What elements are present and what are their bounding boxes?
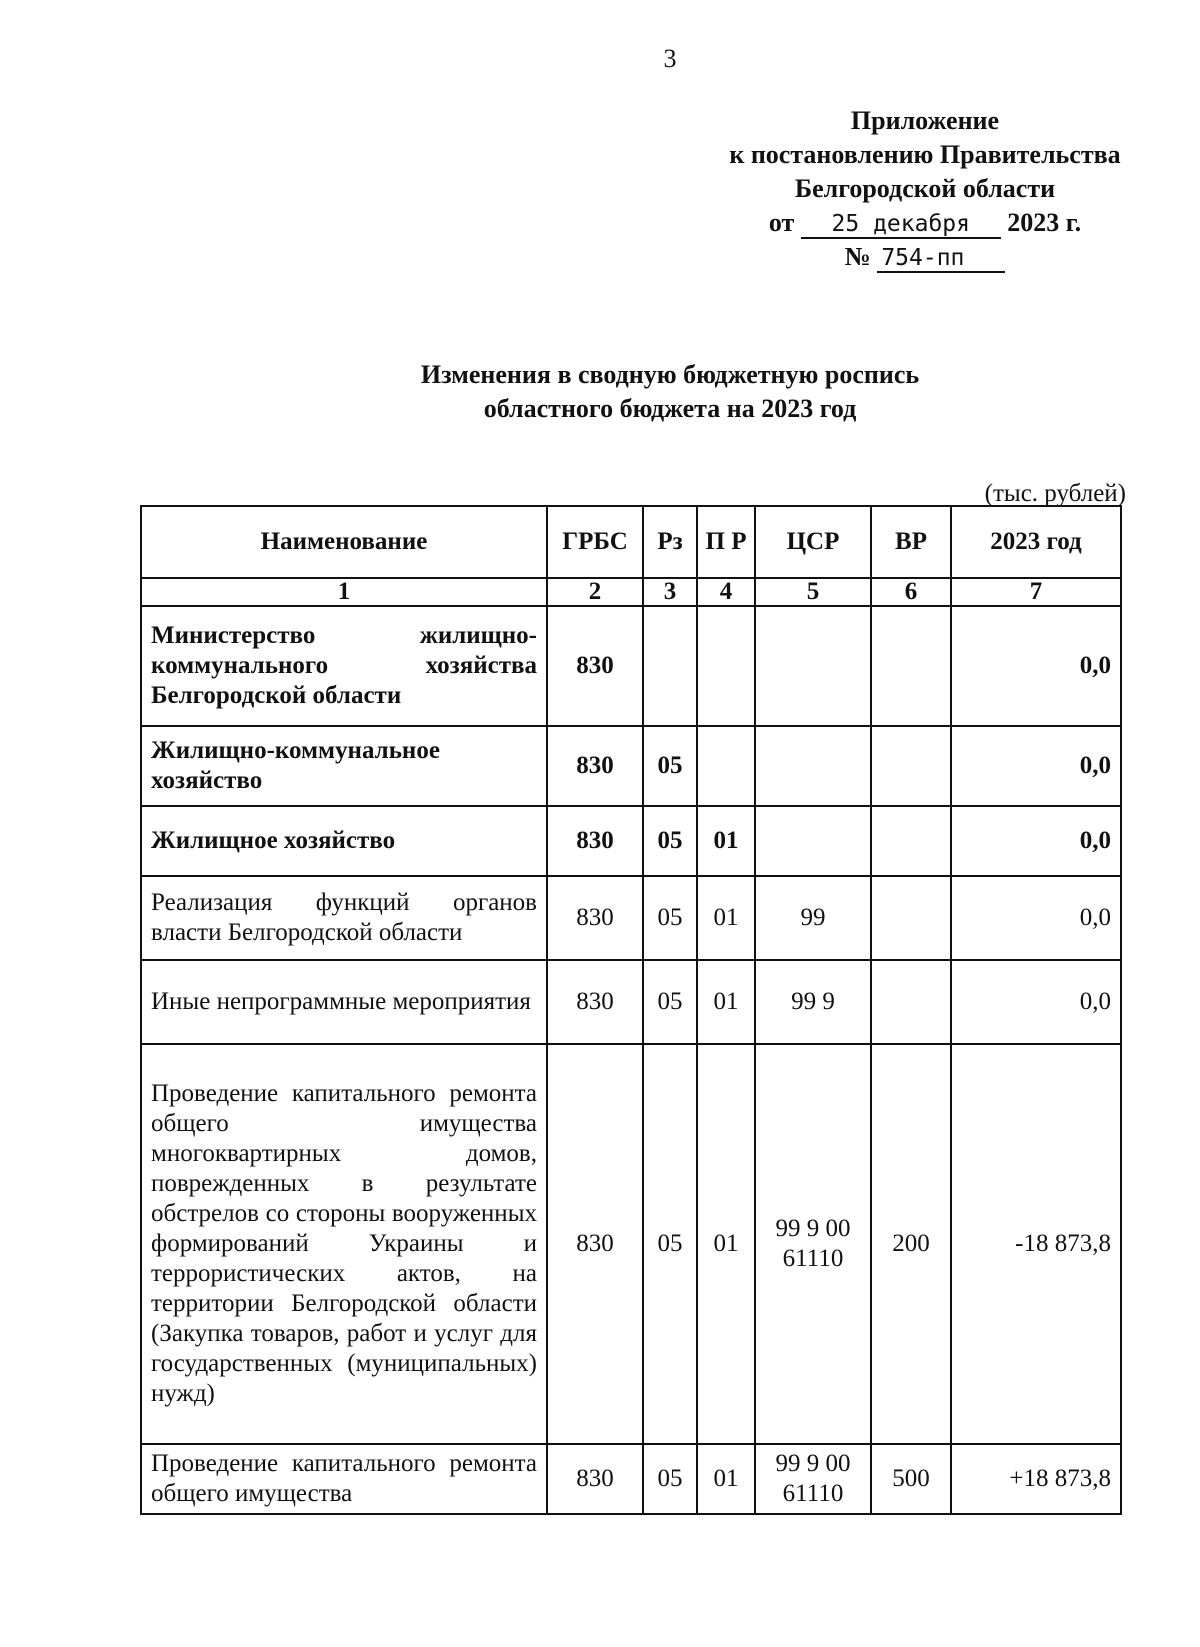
table-row — [141, 1044, 1121, 1444]
row-vr — [871, 876, 951, 960]
date-prefix: от — [768, 208, 795, 237]
column-number: 5 — [755, 578, 871, 606]
row-grbs: 830 — [547, 726, 643, 806]
row-amount: -18 873,8 — [951, 1044, 1121, 1444]
row-vr — [871, 726, 951, 806]
row-grbs: 830 — [547, 1044, 643, 1444]
row-csr: 99 — [755, 876, 871, 960]
row-rz: 05 — [643, 876, 697, 960]
row-name: Проведение капитального ремонта общего имущества многоквартирных домов, поврежденных в результате обстрелов со стороны вооруженных формирований Украины и террористических актов, на территории Белгородской области (Закупка товаров, работ и услуг для государственных (муниципальных) нужд) — [141, 1044, 547, 1444]
column-number: 7 — [951, 578, 1121, 606]
appendix-title: Приложение — [850, 106, 1000, 135]
table-row — [141, 960, 1121, 1044]
units-label: (тыс. рублей) — [984, 480, 1126, 507]
row-vr — [871, 606, 951, 726]
row-name: Жилищно-коммунальное хозяйство — [141, 726, 547, 806]
document-title — [330, 358, 1010, 426]
row-vr: 500 — [871, 1444, 951, 1514]
row-grbs: 830 — [547, 1444, 643, 1514]
row-name: Министерство жилищно-коммунального хозяйства Белгородской области — [141, 606, 547, 726]
row-vr — [871, 806, 951, 876]
row-amount: +18 873,8 — [951, 1444, 1121, 1514]
appendix-date-line — [700, 206, 1150, 240]
row-pr: 01 — [697, 1044, 755, 1444]
number-prefix: № — [844, 242, 871, 271]
column-number: 4 — [697, 578, 755, 606]
row-pr: 01 — [697, 1444, 755, 1514]
appendix-resolution: к постановлению Правительства — [729, 140, 1121, 169]
row-vr: 200 — [871, 1044, 951, 1444]
row-rz: 05 — [643, 1444, 697, 1514]
row-csr: 99 9 — [755, 960, 871, 1044]
budget-table — [140, 505, 1122, 1515]
row-pr — [697, 606, 755, 726]
column-number: 6 — [871, 578, 951, 606]
date-value: 25 декабря — [801, 211, 1001, 239]
table-row — [141, 606, 1121, 726]
header-rz: Рз — [643, 506, 697, 578]
row-pr: 01 — [697, 806, 755, 876]
table-row — [141, 806, 1121, 876]
table-row — [141, 1444, 1121, 1514]
row-rz: 05 — [643, 726, 697, 806]
appendix-number-line — [700, 240, 1150, 274]
row-csr — [755, 806, 871, 876]
row-name: Иные непрограммные мероприятия — [141, 960, 547, 1044]
row-name: Проведение капитального ремонта общего имущества — [141, 1444, 547, 1514]
page-number: 3 — [663, 44, 677, 73]
document-title-line-1: Изменения в сводную бюджетную роспись — [420, 360, 920, 389]
header-grbs: ГРБС — [547, 506, 643, 578]
row-grbs: 830 — [547, 806, 643, 876]
column-number: 3 — [643, 578, 697, 606]
date-suffix: 2023 г. — [1007, 208, 1082, 237]
row-csr — [755, 726, 871, 806]
row-rz — [643, 606, 697, 726]
column-number: 2 — [547, 578, 643, 606]
row-grbs: 830 — [547, 960, 643, 1044]
header-vr: ВР — [871, 506, 951, 578]
row-amount: 0,0 — [951, 960, 1121, 1044]
appendix-region: Белгородской области — [794, 174, 1056, 203]
row-rz: 05 — [643, 806, 697, 876]
header-csr: ЦСР — [755, 506, 871, 578]
row-rz: 05 — [643, 1044, 697, 1444]
header-year: 2023 год — [951, 506, 1121, 578]
row-amount: 0,0 — [951, 876, 1121, 960]
row-amount: 0,0 — [951, 726, 1121, 806]
number-value: 754-пп — [877, 245, 1005, 273]
column-number-row — [141, 578, 1121, 606]
column-number: 1 — [141, 578, 547, 606]
row-amount: 0,0 — [951, 606, 1121, 726]
row-pr: 01 — [697, 876, 755, 960]
table-header-row — [141, 506, 1121, 578]
row-rz: 05 — [643, 960, 697, 1044]
document-title-line-2: областного бюджета на 2023 год — [483, 394, 857, 423]
row-vr — [871, 960, 951, 1044]
row-csr — [755, 606, 871, 726]
row-csr: 99 9 00 61110 — [755, 1044, 871, 1444]
row-name: Жилищное хозяйство — [141, 806, 547, 876]
appendix-block — [700, 104, 1150, 274]
row-name: Реализация функций органов власти Белгородской области — [141, 876, 547, 960]
table-row — [141, 876, 1121, 960]
row-pr — [697, 726, 755, 806]
row-grbs: 830 — [547, 606, 643, 726]
header-pr: П Р — [697, 506, 755, 578]
row-pr: 01 — [697, 960, 755, 1044]
header-name: Наименование — [141, 506, 547, 578]
row-csr: 99 9 00 61110 — [755, 1444, 871, 1514]
row-grbs: 830 — [547, 876, 643, 960]
row-amount: 0,0 — [951, 806, 1121, 876]
table-row — [141, 726, 1121, 806]
